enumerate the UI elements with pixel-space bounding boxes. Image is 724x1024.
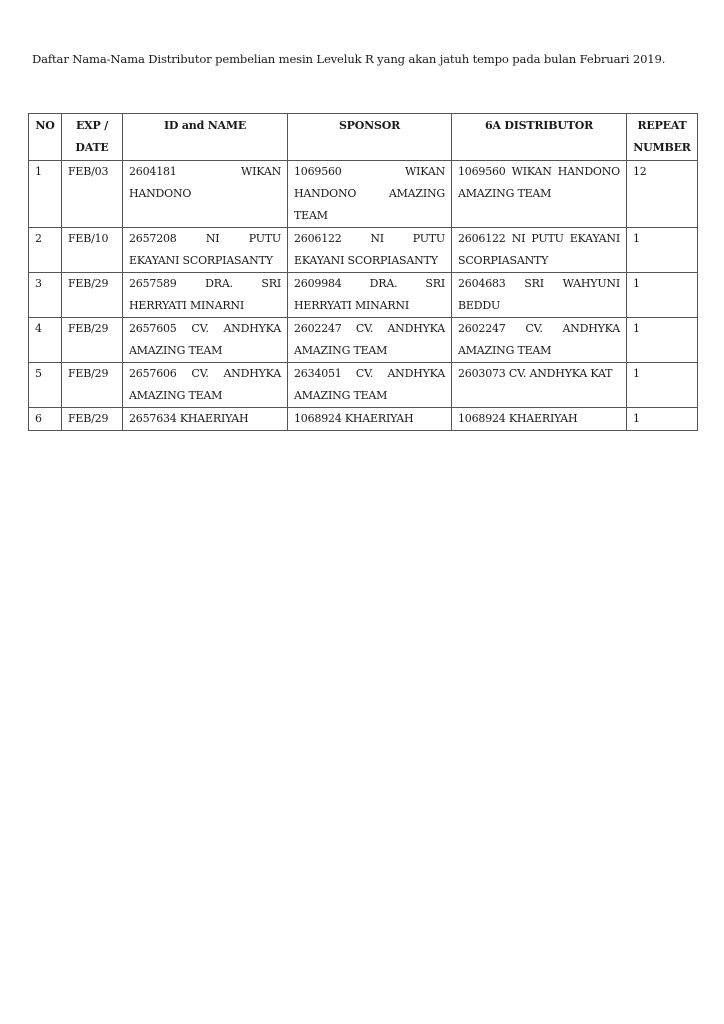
cell-distributor: 2602247 CV. ANDHYKA AMAZING TEAM	[452, 318, 627, 363]
table-row	[29, 408, 698, 431]
header-exp-date	[62, 114, 123, 161]
cell-no: 1	[29, 161, 62, 228]
cell-exp-date: FEB/29	[62, 363, 123, 408]
header-no: NO	[29, 114, 62, 161]
page-title: Daftar Nama-Nama Distributor pembelian mesin Leveluk R yang akan jatuh tempo pada bulan Februari 2019.	[32, 52, 666, 66]
cell-repeat: 1	[627, 408, 698, 431]
cell-repeat: 1	[627, 228, 698, 273]
cell-no: 5	[29, 363, 62, 408]
cell-exp-date: FEB/29	[62, 318, 123, 363]
cell-distributor: 2604683 SRI WAHYUNI BEDDU	[452, 273, 627, 318]
cell-id-name: 2657589 DRA. SRI HERRYATI MINARNI	[123, 273, 288, 318]
cell-sponsor: 2602247 CV. ANDHYKA AMAZING TEAM	[288, 318, 452, 363]
table-row	[29, 363, 698, 408]
table-header-row	[29, 114, 698, 161]
cell-repeat: 1	[627, 363, 698, 408]
cell-no: 2	[29, 228, 62, 273]
cell-exp-date: FEB/10	[62, 228, 123, 273]
cell-no: 4	[29, 318, 62, 363]
header-distributor: 6A DISTRIBUTOR	[452, 114, 627, 161]
cell-id-name: 2657208 NI PUTU EKAYANI SCORPIASANTY	[123, 228, 288, 273]
cell-no: 3	[29, 273, 62, 318]
header-repeat-number	[627, 114, 698, 161]
header-repeat-line1: REPEAT	[637, 119, 687, 132]
cell-sponsor: 2606122 NI PUTU EKAYANI SCORPIASANTY	[288, 228, 452, 273]
header-repeat-line2: NUMBER	[633, 141, 691, 154]
header-exp-line1: EXP /	[75, 119, 109, 132]
cell-exp-date: FEB/03	[62, 161, 123, 228]
cell-id-name: 2657606 CV. ANDHYKA AMAZING TEAM	[123, 363, 288, 408]
cell-exp-date: FEB/29	[62, 408, 123, 431]
distributor-table	[28, 113, 698, 431]
cell-repeat: 1	[627, 273, 698, 318]
cell-distributor: 2606122 NI PUTU EKAYANI SCORPIASANTY	[452, 228, 627, 273]
cell-id-name: 2604181 WIKAN HANDONO	[123, 161, 288, 228]
header-sponsor: SPONSOR	[288, 114, 452, 161]
cell-repeat: 1	[627, 318, 698, 363]
cell-repeat: 12	[627, 161, 698, 228]
cell-distributor: 1068924 KHAERIYAH	[452, 408, 627, 431]
cell-sponsor: 1068924 KHAERIYAH	[288, 408, 452, 431]
cell-id-name: 2657605 CV. ANDHYKA AMAZING TEAM	[123, 318, 288, 363]
cell-distributor: 2603073 CV. ANDHYKA KAT	[452, 363, 627, 408]
cell-sponsor: 2634051 CV. ANDHYKA AMAZING TEAM	[288, 363, 452, 408]
table-row	[29, 161, 698, 228]
cell-id-name: 2657634 KHAERIYAH	[123, 408, 288, 431]
cell-distributor: 1069560 WIKAN HANDONO AMAZING TEAM	[452, 161, 627, 228]
cell-sponsor: 1069560 WIKAN HANDONO AMAZING TEAM	[288, 161, 452, 228]
header-exp-line2: DATE	[75, 141, 109, 154]
header-id-name: ID and NAME	[123, 114, 288, 161]
cell-exp-date: FEB/29	[62, 273, 123, 318]
cell-sponsor: 2609984 DRA. SRI HERRYATI MINARNI	[288, 273, 452, 318]
table-row	[29, 228, 698, 273]
table-row	[29, 318, 698, 363]
cell-no: 6	[29, 408, 62, 431]
table-row	[29, 273, 698, 318]
